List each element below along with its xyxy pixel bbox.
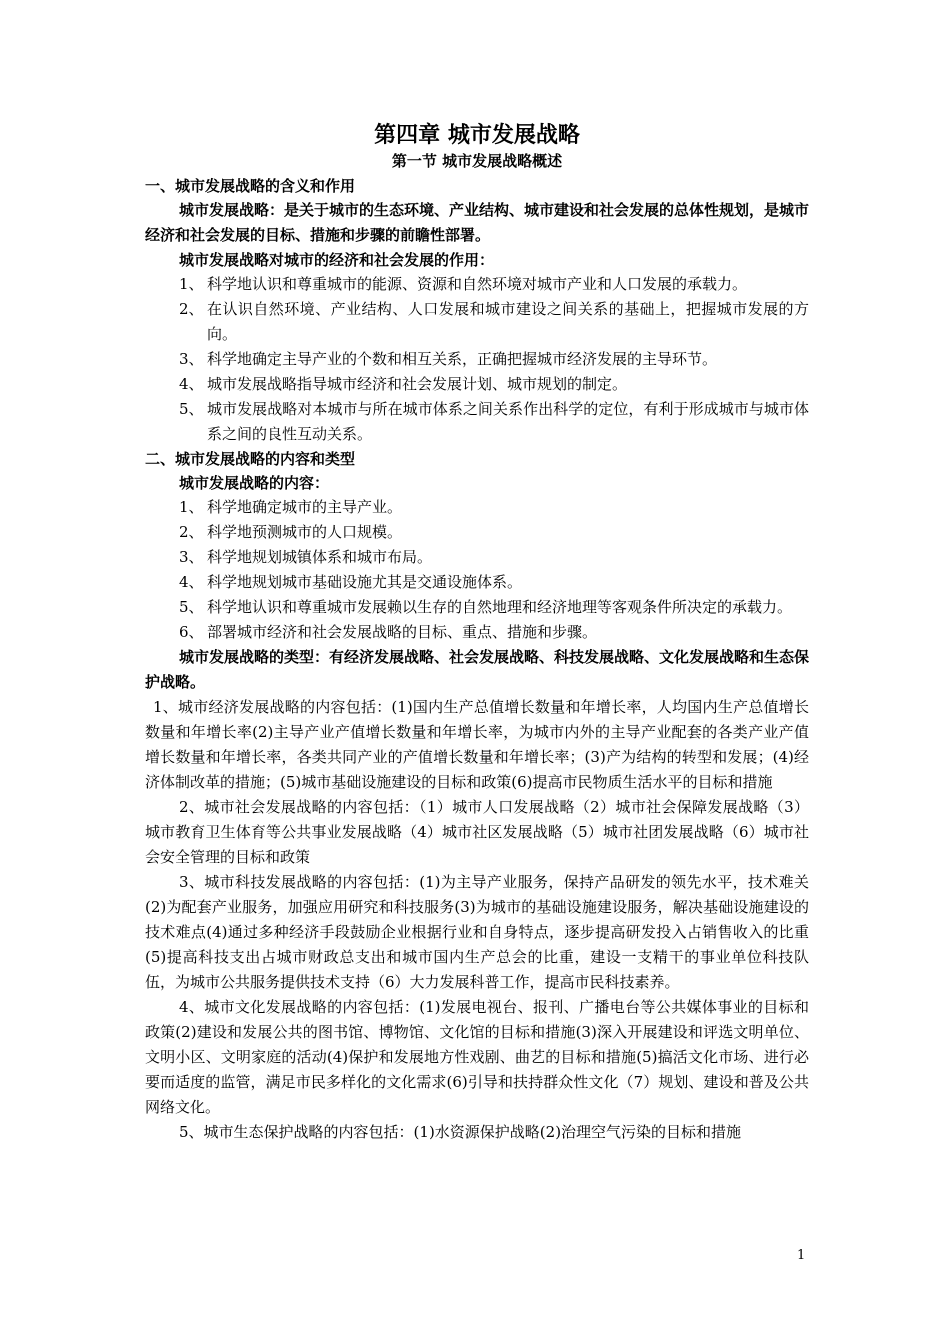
list-text: 科学地认识和尊重城市的能源、资源和自然环境对城市产业和人口发展的承载力。 bbox=[207, 275, 748, 293]
list-item bbox=[145, 570, 809, 595]
chapter-title: 第四章 城市发展战略 bbox=[374, 122, 580, 148]
list-item bbox=[145, 272, 809, 297]
types-paragraph: 城市发展战略的类型：有经济发展战略、社会发展战略、科技发展战略、文化发展战略和生态保护战略。 bbox=[145, 648, 810, 691]
list-text: 科学地规划城市基础设施尤其是交通设施体系。 bbox=[207, 573, 523, 591]
list-number: 2、 bbox=[179, 523, 204, 541]
definition-paragraph: 城市发展战略：是关于城市的生态环境、产业结构、城市建设和社会发展的总体性规划，是城市经济和社会发展的目标、措施和步骤的前瞻性部署。 bbox=[145, 201, 810, 244]
list-text: 科学地确定主导产业的个数和相互关系，正确把握城市经济发展的主导环节。 bbox=[207, 350, 718, 368]
list-text: 科学地预测城市的人口规模。 bbox=[207, 523, 403, 541]
ecology-strategy-paragraph: 5、城市生态保护战略的内容包括：(1)水资源保护战略(2)治理空气污染的目标和措施 bbox=[179, 1123, 742, 1141]
list-text: 科学地认识和尊重城市发展赖以生存的自然地理和经济地理等客观条件所决定的承载力。 bbox=[207, 598, 793, 616]
heading-1: 一、城市发展战略的含义和作用 bbox=[145, 177, 356, 195]
page-content bbox=[145, 120, 809, 1145]
list-number: 4、 bbox=[179, 573, 204, 591]
list-item bbox=[145, 520, 809, 545]
content-list bbox=[145, 495, 809, 645]
list-item bbox=[145, 620, 809, 645]
list-number: 6、 bbox=[179, 623, 204, 641]
list-text: 科学地规划城镇体系和城市布局。 bbox=[207, 548, 433, 566]
social-strategy-paragraph: 2、城市社会发展战略的内容包括：（1）城市人口发展战略（2）城市社会保障发展战略（3）城市教育卫生体育等公共事业发展战略（4）城市社区发展战略（5）城市社团发展战略（6）城市社会安全管理的目标和政策 bbox=[145, 798, 809, 866]
list-number: 1、 bbox=[179, 498, 204, 516]
list-number: 3、 bbox=[179, 548, 204, 566]
tech-strategy-paragraph: 3、城市科技发展战略的内容包括：(1)为主导产业服务，保持产品研发的领先水平，技术难关(2)为配套产业服务，加强应用研究和科技服务(3)为城市的基础设施建设服务，解决基础设施建设的技术难点(4)通过多种经济手段鼓励企业根据行业和自身特点，逐步提高研发投入占销售收入的比重(5)提高科技支出占城市财政总支出和城市国内生产总会的比重，建设一支精干的事业单位科技队伍，为城市公共服务提供技术支持（6）大力发展科普工作，提高市民科技素养。 bbox=[145, 873, 809, 991]
economic-strategy-paragraph: 1、城市经济发展战略的内容包括：(1)国内生产总值增长数量和年增长率，人均国内生产总值增长数量和年增长率(2)主导产业产值增长数量和年增长率，为城市内外的主导产业配套的各类产业产值增长数量和年增长率，各类共同产业的产值增长数量和年增长率；(3)产为结构的转型和发展；(4)经济体制改革的措施；(5)城市基础设施建设的目标和政策(6)提高市民物质生活水平的目标和措施 bbox=[145, 698, 809, 791]
list-item bbox=[145, 545, 809, 570]
culture-strategy-paragraph: 4、城市文化发展战略的内容包括：(1)发展电视台、报刊、广播电台等公共媒体事业的目标和政策(2)建设和发展公共的图书馆、博物馆、文化馆的目标和措施(3)深入开展建设和评选文明单位、文明小区、文明家庭的活动(4)保护和发展地方性戏剧、曲艺的目标和措施(5)搞活文化市场、进行必要而适度的监管，满足市民多样化的文化需求(6)引导和扶持群众性文化（7）规划、建设和普及公共网络文化。 bbox=[145, 998, 809, 1116]
list-number: 5、 bbox=[179, 598, 204, 616]
list-number: 3、 bbox=[179, 350, 204, 368]
role-lead: 城市发展战略对城市的经济和社会发展的作用： bbox=[179, 251, 495, 269]
list-text: 部署城市经济和社会发展战略的目标、重点、措施和步骤。 bbox=[207, 623, 598, 641]
list-text: 在认识自然环境、产业结构、人口发展和城市建设之间关系的基础上，把握城市发展的方向。 bbox=[207, 300, 809, 343]
list-item bbox=[145, 595, 809, 620]
content-lead: 城市发展战略的内容： bbox=[179, 474, 330, 492]
list-text: 城市发展战略指导城市经济和社会发展计划、城市规划的制定。 bbox=[207, 375, 628, 393]
list-number: 2、 bbox=[179, 300, 204, 318]
page-number: 1 bbox=[797, 1248, 806, 1263]
heading-2: 二、城市发展战略的内容和类型 bbox=[145, 450, 356, 468]
list-number: 4、 bbox=[179, 375, 204, 393]
list-item bbox=[145, 347, 809, 372]
list-number: 5、 bbox=[179, 400, 204, 418]
list-text: 科学地确定城市的主导产业。 bbox=[207, 498, 403, 516]
section-title: 第一节 城市发展战略概述 bbox=[391, 152, 563, 170]
list-text: 城市发展战略对本城市与所在城市体系之间关系作出科学的定位，有利于形成城市与城市体系之间的良性互动关系。 bbox=[207, 400, 809, 443]
list-item bbox=[145, 495, 809, 520]
role-list bbox=[145, 272, 809, 447]
list-item bbox=[145, 397, 809, 447]
list-item bbox=[145, 297, 809, 347]
list-number: 1、 bbox=[179, 275, 204, 293]
list-item bbox=[145, 372, 809, 397]
